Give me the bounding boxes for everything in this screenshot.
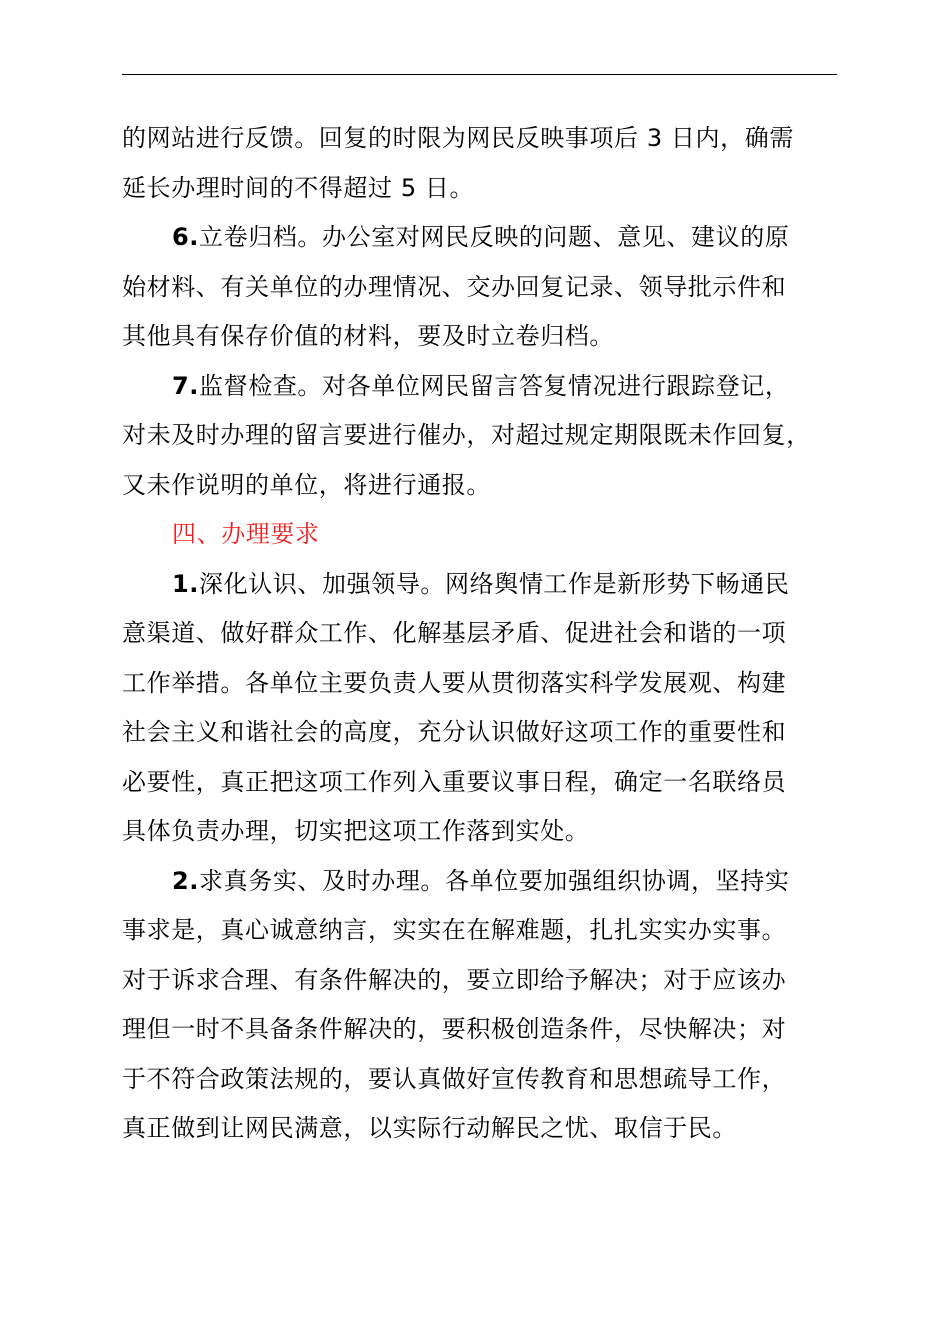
text-line: 又未作说明的单位，将进行通报。 xyxy=(122,470,491,499)
text-line: 必要性，真正把这项工作列入重要议事日程，确定一名联络员 xyxy=(122,767,787,796)
text-line: 对于诉求合理、有条件解决的，要立即给予解决；对于应该办 xyxy=(122,965,787,994)
section-heading-paragraph xyxy=(122,510,862,560)
text-line: 事求是，真心诚意纳言，实实在在解难题，扎扎实实办实事。 xyxy=(122,916,787,944)
document-body xyxy=(122,114,862,1154)
paragraph-requirement-2 xyxy=(122,857,862,1154)
text-line: 理但一时不具备条件解决的，要积极创造条件，尽快解决；对 xyxy=(122,1015,787,1043)
item-text: 立卷归档。办公室对网民反映的问题、意见、建议的原 xyxy=(199,223,790,251)
paragraph-continuation xyxy=(122,114,862,213)
text-line: 的网站进行反馈。回复的时限为网民反映事项后 3 日内，确需 xyxy=(122,124,794,152)
item-number: 7. xyxy=(172,371,200,400)
item-number: 2. xyxy=(172,866,200,895)
item-text: 监督检查。对各单位网民留言答复情况进行跟踪登记， xyxy=(199,371,790,400)
text-line: 社会主义和谐社会的高度，充分认识做好这项工作的重要性和 xyxy=(122,718,787,746)
text-line: 其他具有保存价值的材料，要及时立卷归档。 xyxy=(122,322,614,350)
text-line: 具体负责办理，切实把这项工作落到实处。 xyxy=(122,817,590,845)
section-heading: 四、办理要求 xyxy=(172,520,320,548)
text-line: 延长办理时间的不得超过 5 日。 xyxy=(122,173,475,202)
header-rule xyxy=(122,74,837,75)
text-line: 于不符合政策法规的，要认真做好宣传教育和思想疏导工作， xyxy=(122,1064,787,1093)
text-line: 意渠道、做好群众工作、化解基层矛盾、促进社会和谐的一项 xyxy=(122,619,787,647)
text-line xyxy=(122,213,862,263)
text-line: 真正做到让网民满意，以实际行动解民之忧、取信于民。 xyxy=(122,1114,737,1142)
text-line: 工作举措。各单位主要负责人要从贯彻落实科学发展观、构建 xyxy=(122,668,787,697)
text-line xyxy=(122,857,862,907)
item-number: 6. xyxy=(172,223,200,251)
text-line xyxy=(122,560,862,610)
text-line xyxy=(122,362,862,412)
text-line: 对未及时办理的留言要进行催办，对超过规定期限既未作回复， xyxy=(122,421,811,449)
paragraph-item-6 xyxy=(122,213,862,362)
item-number: 1. xyxy=(172,569,200,598)
paragraph-requirement-1 xyxy=(122,560,862,857)
item-text: 深化认识、加强领导。网络舆情工作是新形势下畅通民 xyxy=(199,569,790,598)
paragraph-item-7 xyxy=(122,362,862,511)
text-line: 始材料、有关单位的办理情况、交办回复记录、领导批示件和 xyxy=(122,272,787,301)
item-text: 求真务实、及时办理。各单位要加强组织协调，坚持实 xyxy=(199,866,790,895)
